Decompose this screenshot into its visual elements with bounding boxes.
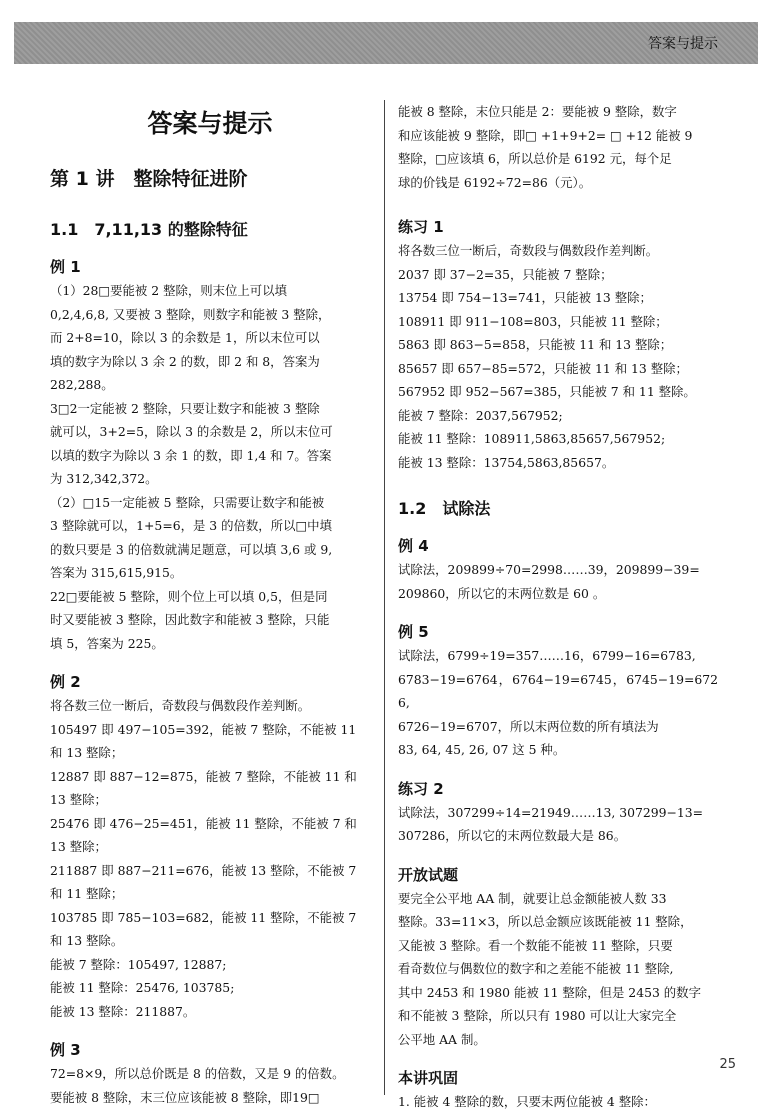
text-line: 要能被 8 整除，末三位应该能被 8 整除，即19□ [50,1089,320,1105]
text-line: 试除法，307299÷14=21949……13, 307299−13= [398,804,704,820]
text-line: 5863 即 863−5=858，只能被 11 和 13 整除； [398,337,673,352]
example-5-body [398,644,718,762]
text-line: 填 5，答案为 225。 [50,635,164,651]
header-band [14,22,758,64]
text-line: 307286，所以它的末两位数最大是 86。 [398,828,627,843]
text-line: 567952 即 952−567=385，只能被 7 和 11 整除。 [398,384,696,399]
text-line: 将各数三位一断后，奇数段与偶数段作差判断。 [50,698,311,713]
text-line: 为 312,342,372。 [50,471,158,486]
text-line: 83, 64, 45, 26, 07 这 5 种。 [398,742,566,757]
text-line: 其中 2453 和 1980 能被 11 整除，但是 2453 的数字 [398,984,701,1000]
text-line: 能被 13 整除：211887。 [50,1003,196,1019]
example-1-title: 例 1 [50,258,81,276]
text-line: 13 整除； [50,839,107,854]
example-2-title: 例 2 [50,673,81,691]
text-line: 13754 即 754−13=741，只能被 13 整除； [398,290,652,305]
practice-1-title: 练习 1 [398,218,444,236]
review-body [398,1090,718,1114]
page-number: 25 [719,1057,736,1072]
text-line: 22□要能被 5 整除，则个位上可以填 0,5，但是同 [50,588,328,604]
text-line: 就可以，3+2=5，除以 3 的余数是 2，所以末位可 [50,424,333,439]
text-line: 3 整除就可以，1+5=6，是 3 的倍数，所以□中填 [50,518,332,533]
text-line: 能被 7 整除：2037,567952; [398,407,563,423]
open-question-title: 开放试题 [398,865,459,884]
text-line: 6726−19=6707，所以末两位数的所有填法为 [398,718,659,734]
text-line: 又能被 3 整除。看一个数能不能被 11 整除，只要 [398,937,673,953]
text-line: 能被 11 整除：108911,5863,85657,567952; [398,431,666,446]
text-line: 以填的数字为除以 3 余 1 的数，即 1,4 和 7。答案 [50,447,332,463]
text-line: 整除。33=11×3，所以总金额应该既能被 11 整除， [398,914,693,929]
example-3-body-continued [398,100,718,194]
open-question-body [398,887,718,1052]
example-4-title: 例 4 [398,537,429,555]
text-line: 试除法，209899÷70=2998……39，209899−39= [398,562,700,577]
text-line: 能被 13 整除：13754,5863,85657。 [398,454,615,470]
text-line: 能被 8 整除，末位只能是 2：要能被 9 整除，数字 [398,104,677,119]
text-line: 1. 能被 4 整除的数，只要末两位能被 4 整除： [398,1094,656,1109]
text-line: 球的价钱是 6192÷72=86（元）。 [398,174,592,190]
text-line: 209860，所以它的末两位数是 60 。 [398,585,606,601]
text-line: 和不能被 3 整除，所以只有 1980 可以让大家完全 [398,1008,677,1023]
text-line: 公平地 AA 制。 [398,1031,486,1047]
section-title-1-2: 1.2 试除法 [398,499,491,518]
text-line: 282,288。 [50,377,114,392]
text-line: 而 2+8=10，除以 3 的余数是 1，所以末位可以 [50,330,320,345]
text-line: 6783−19=6764，6764−19=6745，6745−19=6726, [398,671,718,710]
text-line: 将各数三位一断后，奇数段与偶数段作差判断。 [398,243,659,258]
text-line: 和应该能被 9 整除，即□ +1+9+2= □ +12 能被 9 [398,127,693,143]
lecture-title: 第 1 讲 整除特征进阶 [50,168,248,190]
text-line: 103785 即 785−103=682，能被 11 整除，不能被 7 [50,909,357,925]
text-line: 3□2一定能被 2 整除，只要让数字和能被 3 整除 [50,400,320,416]
example-4-body [398,558,718,605]
text-line: 72=8×9，所以总价既是 8 的倍数，又是 9 的倍数。 [50,1066,345,1081]
text-line: 的数只要是 3 的倍数就满足题意，可以填 3,6 或 9, [50,541,333,557]
example-5-title: 例 5 [398,623,429,641]
text-line: 整除，□应该填 6，所以总价是 6192 元，每个足 [398,151,672,166]
text-line: 85657 即 657−85=572，只能被 11 和 13 整除； [398,360,688,376]
text-line: 和 13 整除； [50,745,124,760]
text-line: 13 整除； [50,792,107,807]
example-3-body [50,1062,370,1109]
example-2-body [50,694,370,1023]
practice-2-title: 练习 2 [398,779,444,798]
practice-1-body [398,239,718,474]
text-line: 填的数字为除以 3 余 2 的数，即 2 和 8，答案为 [50,353,320,369]
text-line: （1）28□要能被 2 整除，则末位上可以填 [50,283,287,298]
text-line: 12887 即 887−12=875，能被 7 整除，不能被 11 和 [50,768,357,784]
review-title: 本讲巩固 [398,1069,459,1087]
column-divider [384,100,385,1095]
text-line: 108911 即 911−108=803，只能被 11 整除； [398,313,668,329]
header-title: 答案与提示 [648,36,718,52]
text-line: 2037 即 37−2=35，只能被 7 整除； [398,266,613,282]
example-3-title: 例 3 [50,1041,81,1059]
text-line: 25476 即 476−25=451，能被 11 整除，不能被 7 和 [50,815,357,831]
text-line: 时又要能被 3 整除，因此数字和能被 3 整除，只能 [50,612,330,627]
text-line: 105497 即 497−105=392，能被 7 整除，不能被 11 [50,721,357,737]
text-line: 0,2,4,6,8, 又要被 3 整除，则数字和能被 3 整除， [50,306,331,322]
text-line: 要完全公平地 AA 制，就要让总金额能被人数 33 [398,890,667,906]
text-line: 能被 11 整除：25476, 103785; [50,980,235,995]
text-line: （2）□15一定能被 5 整除，只需要让数字和能被 [50,494,325,510]
section-title-1-1: 1.1 7,11,13 的整除特征 [50,220,248,239]
example-1-body [50,279,370,655]
page-title: 答案与提示 [147,109,273,138]
left-column [50,100,370,1109]
text-line: 答案为 315,615,915。 [50,565,183,580]
text-line: 和 13 整除。 [50,933,124,948]
text-line: 211887 即 887−211=676，能被 13 整除，不能被 7 [50,862,357,878]
text-line: 看奇数位与偶数位的数字和之差能不能被 11 整除, [398,961,674,976]
text-line: 能被 7 整除：105497, 12887; [50,956,227,972]
text-line: 和 11 整除； [50,886,124,901]
right-column [398,100,718,1114]
practice-2-body [398,801,718,848]
text-line: 试除法，6799÷19=357……16，6799−16=6783, [398,648,696,663]
